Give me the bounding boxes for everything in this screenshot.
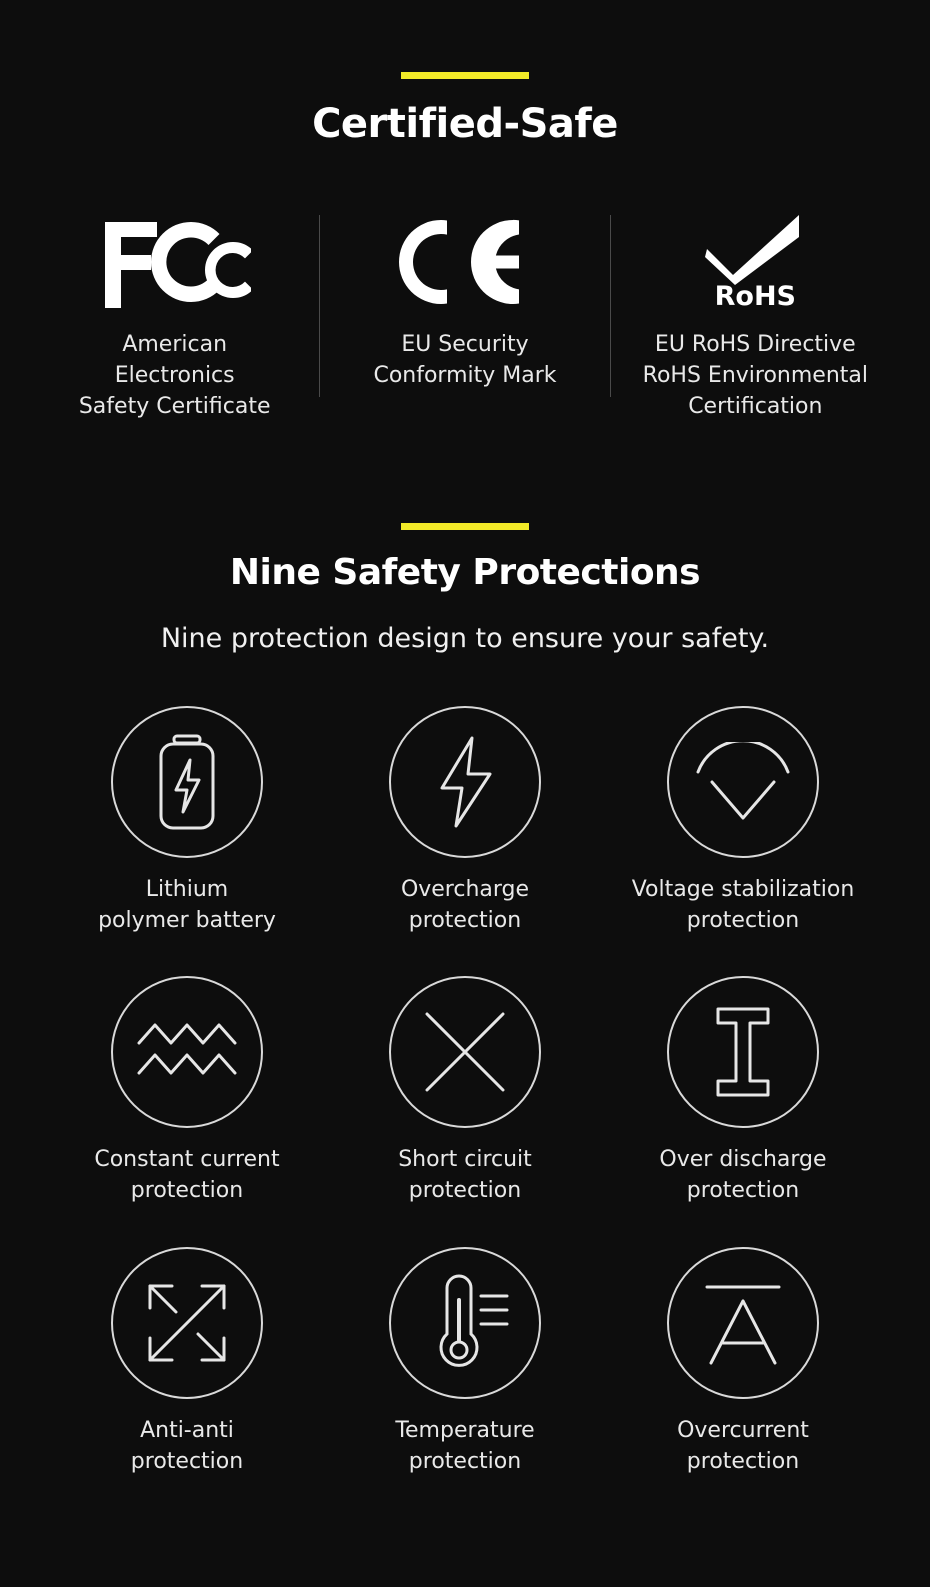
protection-item-voltage-stabilization (604, 706, 882, 936)
protection-item-anti-anti (48, 1247, 326, 1477)
voltage-arc-icon (667, 706, 819, 858)
accent-rule-top (401, 72, 529, 79)
nine-safety-protections-section (0, 523, 930, 1477)
certified-safe-title: Certified-Safe (312, 101, 618, 147)
certified-safe-section (0, 0, 930, 423)
battery-bolt-icon (111, 706, 263, 858)
certificate-item-rohs (611, 207, 900, 423)
certificate-caption-ce: EU Security Conformity Mark (373, 332, 557, 389)
rohs-logo-icon (617, 207, 894, 317)
protection-label: Over discharge protection (659, 1147, 827, 1204)
protection-label: Constant current protection (94, 1147, 280, 1204)
cross-x-icon (389, 976, 541, 1128)
protection-item-overcharge (326, 706, 604, 936)
certificate-caption-fcc: American Electronics Safety Certificate (78, 332, 271, 420)
protection-label: Overcharge protection (400, 876, 530, 933)
protections-grid (0, 706, 930, 1477)
rohs-label: RoHS (714, 280, 796, 312)
thermometer-icon (389, 1247, 541, 1399)
protections-title: Nine Safety Protections (229, 551, 701, 593)
protection-item-over-discharge (604, 976, 882, 1206)
ce-logo-icon (326, 207, 603, 317)
certificate-item-fcc (30, 207, 319, 423)
lightning-bolt-icon (389, 706, 541, 858)
protection-label: Temperature protection (395, 1417, 535, 1474)
certificate-item-ce (320, 207, 609, 423)
accent-rule-bottom (401, 523, 529, 530)
protection-label: Anti-anti protection (130, 1417, 244, 1474)
waveform-icon (111, 976, 263, 1128)
protections-subtitle: Nine protection design to ensure your safety. (160, 622, 770, 654)
certificate-row (0, 207, 930, 423)
protection-label: Short circuit protection (398, 1147, 532, 1204)
protection-item-short-circuit (326, 976, 604, 1206)
certificate-caption-rohs: EU RoHS Directive RoHS Environmental Certification (642, 332, 868, 420)
protection-item-overcurrent (604, 1247, 882, 1477)
ampere-a-icon (667, 1247, 819, 1399)
fcc-logo-icon (36, 207, 313, 317)
protection-item-constant-current (48, 976, 326, 1206)
protection-item-lithium-polymer-battery (48, 706, 326, 936)
protection-label: Voltage stabilization protection (631, 876, 855, 933)
protection-label: Overcurrent protection (677, 1417, 809, 1474)
protection-item-temperature (326, 1247, 604, 1477)
protection-label: Lithium polymer battery (98, 876, 276, 933)
crossed-arrows-icon (111, 1247, 263, 1399)
i-beam-icon (667, 976, 819, 1128)
